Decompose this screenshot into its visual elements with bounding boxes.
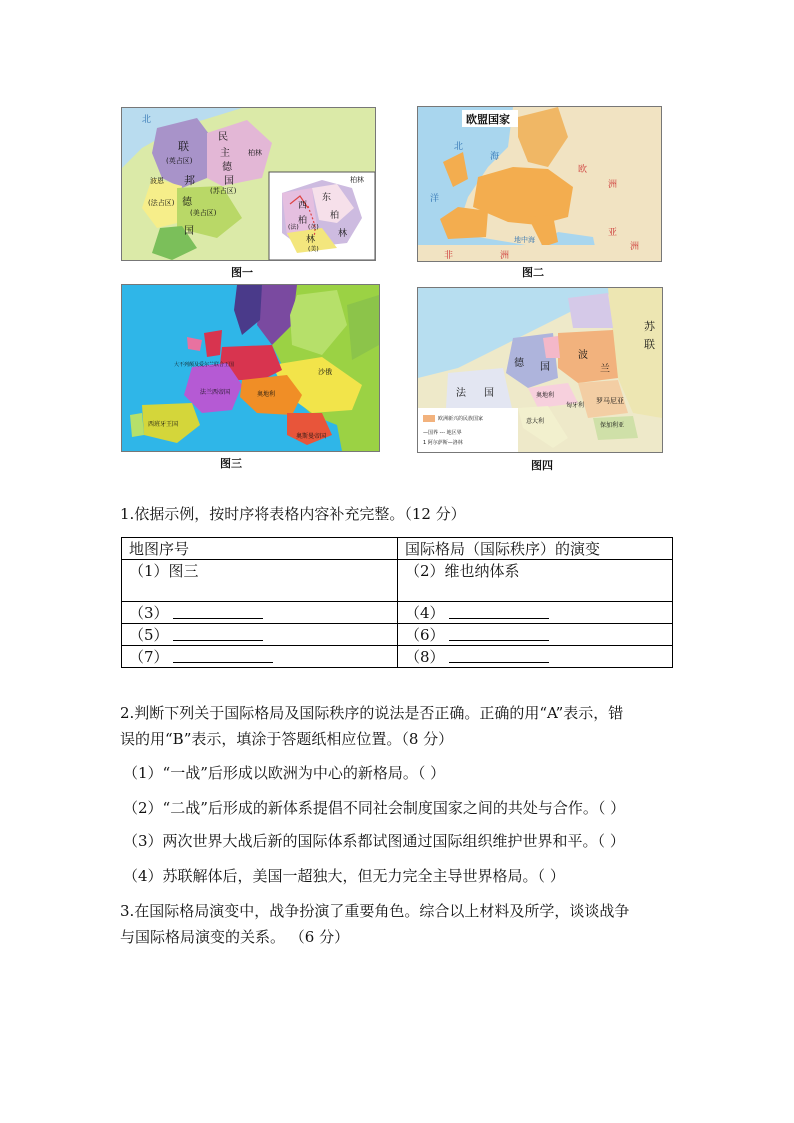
map-label: 西班牙王国 xyxy=(148,421,179,428)
map-label: 大不列颠及爱尔兰联合王国 xyxy=(174,362,235,368)
map-label: 匈牙利 xyxy=(566,402,585,409)
map-label: 西 xyxy=(298,201,308,211)
map-label: 林 xyxy=(306,235,316,245)
map-label: 联 xyxy=(178,140,189,153)
map-figure-3 xyxy=(121,284,380,452)
map-label: 柏 xyxy=(298,216,308,226)
question-3-line-1: 3.在国际格局演变中，战争扮演了重要角色。综合以上材料及所学，谈谈战争 xyxy=(120,902,630,920)
question-2-item-2: （2）“二战”后形成的新体系提倡不同社会制度国家之间的共处与合作。（ ） xyxy=(123,799,626,817)
map-label: 意大利 xyxy=(526,418,545,425)
table-cell: （2）维也纳体系 xyxy=(398,560,673,602)
map-label: 国 xyxy=(184,226,194,237)
answer-blank[interactable] xyxy=(173,648,273,663)
question-1-text: 1.依据示例，按时序将表格内容补充完整。（12 分） xyxy=(120,505,466,523)
table-cell xyxy=(122,646,398,668)
map-label: 柏林 xyxy=(248,149,262,157)
map-label: 柏 xyxy=(330,211,340,221)
map-label: 主 xyxy=(220,148,230,159)
map-label: 国 xyxy=(540,362,550,373)
figure-2-caption: 图二 xyxy=(522,266,544,279)
map-label: 法 xyxy=(456,388,466,399)
map-label: (法) xyxy=(288,224,299,231)
map-label: 邦 xyxy=(184,174,195,187)
question-2-line-1: 2.判断下列关于国际格局及国际秩序的说法是否正确。正确的用“A”表示，错 xyxy=(120,704,624,722)
figure-4-caption: 图四 xyxy=(531,459,553,472)
map-label: (法占区) xyxy=(148,199,175,207)
map-label: 沙俄 xyxy=(318,368,332,376)
map-label: 奥地利 xyxy=(536,392,555,399)
map-legend-item: 1 阿尔萨斯—洛林 xyxy=(423,440,463,446)
map-label: 法兰西帝国 xyxy=(200,389,231,396)
map-label: 罗马尼亚 xyxy=(596,397,624,405)
blank-number: （6） xyxy=(405,626,445,644)
table-cell xyxy=(398,646,673,668)
map-label: 国 xyxy=(224,176,234,187)
map-label: 兰 xyxy=(600,364,610,375)
map-label: 洲 xyxy=(608,180,618,190)
map-label: 民 xyxy=(218,132,228,143)
map-label: 海 xyxy=(490,152,500,162)
map-label: (英占区) xyxy=(166,157,193,165)
table-cell xyxy=(122,624,398,646)
map-label: 保加利亚 xyxy=(600,422,625,429)
map-label: 波恩 xyxy=(150,177,164,185)
question-2-line-2: 误的用“B”表示，填涂于答题纸相应位置。（8 分） xyxy=(120,730,454,748)
answer-table xyxy=(121,537,673,668)
blank-number: （7） xyxy=(129,648,169,666)
figure-3-caption: 图三 xyxy=(220,457,242,470)
map-label: 欧 xyxy=(578,165,588,175)
map-label: 地中海 xyxy=(514,236,535,244)
blank-number: （3） xyxy=(129,604,169,622)
table-row xyxy=(122,646,673,668)
table-cell: （1）图三 xyxy=(122,560,398,602)
answer-blank[interactable] xyxy=(449,604,549,619)
blank-number: （5） xyxy=(129,626,169,644)
answer-blank[interactable] xyxy=(449,648,549,663)
map-label: 德 xyxy=(514,358,524,369)
blank-number: （8） xyxy=(405,648,445,666)
table-header-cell: 国际格局（国际秩序）的演变 xyxy=(398,538,673,560)
map-label: 北 xyxy=(454,142,464,152)
map-label: 柏林 xyxy=(350,176,364,184)
map-label: 林 xyxy=(338,229,348,239)
map-label: 洋 xyxy=(430,194,440,204)
map-label: 德 xyxy=(182,197,192,208)
table-cell xyxy=(122,602,398,624)
map-label: 非 xyxy=(444,251,454,261)
map-label: (英) xyxy=(308,224,319,231)
map-label: 洲 xyxy=(500,251,510,261)
map-label: 亚 xyxy=(608,228,618,238)
answer-blank[interactable] xyxy=(449,626,549,641)
map-label: (苏占区) xyxy=(210,187,237,195)
map-label: 国 xyxy=(484,388,494,399)
map-label: (美占区) xyxy=(190,209,217,217)
answer-blank[interactable] xyxy=(173,604,263,619)
table-row xyxy=(122,602,673,624)
map-label: 洲 xyxy=(630,242,640,252)
map-figure-4 xyxy=(417,287,663,453)
table-cell xyxy=(398,624,673,646)
map-label: 东 xyxy=(322,193,332,203)
figure-1-caption: 图一 xyxy=(231,266,253,279)
map-label: 联 xyxy=(644,338,655,351)
eu-countries-map xyxy=(418,107,661,261)
question-3-line-2: 与国际格局演变的关系。 （6 分） xyxy=(120,928,350,946)
table-header-row xyxy=(122,538,673,560)
table-cell xyxy=(398,602,673,624)
answer-blank[interactable] xyxy=(173,626,263,641)
map-label: 德 xyxy=(222,162,232,173)
map-figure-2 xyxy=(417,106,662,262)
question-2-item-4: （4）苏联解体后，美国一超独大，但无力完全主导世界格局。（ ） xyxy=(123,867,565,885)
map-label: (美) xyxy=(308,246,319,253)
question-2-item-3: （3）两次世界大战后新的国际体系都试图通过国际组织维护世界和平。（ ） xyxy=(123,832,625,850)
map-label: 苏 xyxy=(644,320,655,333)
map-figure-1 xyxy=(121,107,376,261)
question-2-item-1: （1）“一战”后形成以欧洲为中心的新格局。（ ） xyxy=(123,764,446,782)
map-label: 波 xyxy=(578,350,588,361)
map-legend-item: 欧洲新兴的民族国家 xyxy=(438,416,484,422)
map-label: 奥地利 xyxy=(257,391,276,398)
blank-number: （4） xyxy=(405,604,445,622)
map-legend-item: —国界 --- 地区界 xyxy=(423,430,462,436)
map-label: 奥斯曼帝国 xyxy=(296,433,327,440)
table-row xyxy=(122,560,673,602)
table-header-cell: 地图序号 xyxy=(122,538,398,560)
map-label: 北 xyxy=(142,115,152,125)
table-row xyxy=(122,624,673,646)
map-title: 欧盟国家 xyxy=(466,113,510,126)
